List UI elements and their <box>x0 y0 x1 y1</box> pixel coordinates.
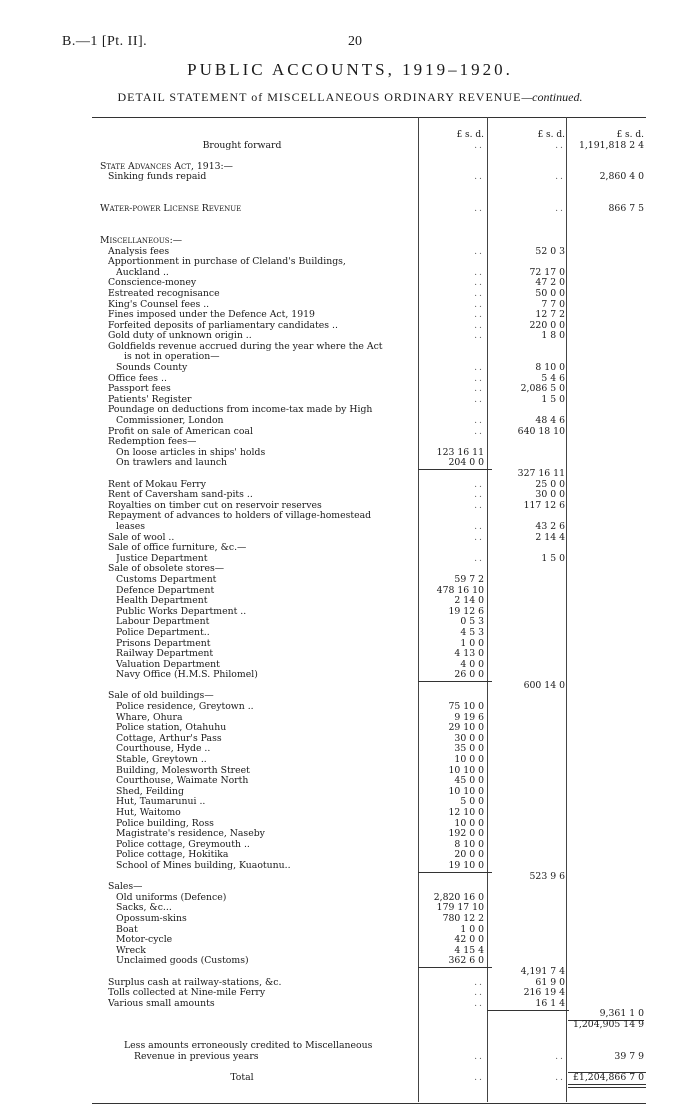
table-row <box>92 1073 646 1084</box>
amount-cell: 866 7 5 <box>608 203 644 215</box>
table-row <box>92 787 646 798</box>
table-row <box>92 861 646 872</box>
row-label: Conscience-money <box>108 278 197 289</box>
empty-amount-marker: .. <box>474 372 484 384</box>
table-row <box>92 744 646 755</box>
table-row <box>92 448 646 459</box>
amount-cell: 42 0 0 <box>454 934 484 946</box>
empty-amount-marker: .. <box>474 139 484 151</box>
amount-cell: 9 19 6 <box>454 711 484 723</box>
amount-cell: 2,820 16 0 <box>433 891 484 903</box>
currency-header: £ s. d. <box>616 130 644 140</box>
row-label: Motor-cycle <box>116 935 173 946</box>
amount-cell: 216 19 4 <box>523 987 565 999</box>
amount-cell: 29 10 0 <box>448 722 484 734</box>
amount-cell: 123 16 11 <box>436 446 484 458</box>
row-label: Analysis fees <box>108 246 170 257</box>
table-row <box>92 829 646 840</box>
empty-amount-marker: .. <box>474 478 484 490</box>
amount-cell: 9,361 1 0 <box>568 1009 644 1021</box>
table-row <box>92 469 646 480</box>
table-row <box>92 734 646 745</box>
amount-cell: 47 2 0 <box>535 277 565 289</box>
empty-amount-marker: .. <box>555 139 565 151</box>
table-row <box>92 819 646 830</box>
table-row <box>92 893 646 904</box>
row-label: Courthouse, Waimate North <box>116 776 249 787</box>
table-row <box>92 501 646 512</box>
row-label: Courthouse, Hyde .. <box>116 744 211 755</box>
empty-amount-marker: .. <box>474 203 484 215</box>
amount-cell: 12 10 0 <box>448 807 484 818</box>
empty-amount-marker: .. <box>474 287 484 299</box>
row-label: Boat <box>116 924 138 935</box>
empty-amount-marker: .. <box>474 552 484 564</box>
amount-cell: 19 10 0 <box>448 859 484 871</box>
amount-cell: 19 12 6 <box>448 605 484 617</box>
amount-cell: 2,860 4 0 <box>599 171 644 183</box>
table-row <box>92 575 646 586</box>
row-label: Sales— <box>108 882 143 893</box>
empty-amount-marker: .. <box>474 362 484 374</box>
row-label: Less amounts erroneously credited to Miscellaneous <box>124 1041 373 1052</box>
row-label: Magistrate's residence, Naseby <box>116 829 265 840</box>
table-row <box>92 882 646 893</box>
row-label: Brought forward <box>202 140 282 151</box>
amount-cell: 10 0 0 <box>454 754 484 766</box>
empty-amount-marker: .. <box>474 531 484 543</box>
row-label: Prisons Department <box>116 638 211 649</box>
row-label: Rent of Mokau Ferry <box>108 479 206 490</box>
amount-cell: 179 17 10 <box>436 902 484 914</box>
row-label: Sale of obsolete stores— <box>108 564 225 575</box>
amount-cell: 16 1 4 <box>535 997 565 1009</box>
table-row <box>92 903 646 914</box>
spacer-row <box>92 1030 646 1041</box>
row-label: leases <box>116 521 146 532</box>
empty-amount-marker: .. <box>474 489 484 501</box>
amount-cell: 72 17 0 <box>529 266 565 278</box>
amount-cell: 48 4 6 <box>535 415 565 427</box>
row-label: Valuation Department <box>116 659 220 670</box>
empty-amount-marker: .. <box>474 330 484 342</box>
table-row <box>92 331 646 342</box>
empty-amount-marker: .. <box>555 203 565 215</box>
spacer-row <box>92 225 646 236</box>
table-row <box>92 840 646 851</box>
amount-cell: 362 6 0 <box>448 955 484 967</box>
table-row <box>92 564 646 575</box>
empty-amount-marker: .. <box>474 171 484 183</box>
row-label: Auckland .. <box>116 267 169 278</box>
document-reference: B.—1 [Pt. II]. <box>62 34 148 49</box>
row-label: Police Department.. <box>116 627 210 638</box>
row-label: Forfeited deposits of parliamentary candidates .. <box>108 320 338 331</box>
row-label: Defence Department <box>116 585 215 596</box>
revenue-table <box>92 130 646 1083</box>
empty-amount-marker: .. <box>555 1050 565 1062</box>
row-label: On trawlers and launch <box>116 458 228 469</box>
amount-cell: 1 8 0 <box>541 330 565 342</box>
empty-amount-marker: .. <box>474 1071 484 1083</box>
table-row <box>92 628 646 639</box>
amount-cell: 75 10 0 <box>448 701 484 713</box>
row-label: Police building, Ross <box>116 818 214 829</box>
table-row <box>92 797 646 808</box>
row-label: Cottage, Arthur's Pass <box>116 733 222 744</box>
row-label: Goldfields revenue accrued during the year where the Act <box>108 341 383 352</box>
table-row <box>92 1052 646 1063</box>
empty-amount-marker: .. <box>474 425 484 437</box>
row-label: Commissioner, London <box>116 416 224 427</box>
amount-cell: 2 14 0 <box>454 595 484 607</box>
amount-cell: 20 0 0 <box>454 849 484 861</box>
total-double-rule <box>568 1084 646 1088</box>
empty-amount-marker: .. <box>474 277 484 289</box>
empty-amount-marker: .. <box>474 1050 484 1062</box>
table-row <box>92 766 646 777</box>
table-row <box>92 617 646 628</box>
amount-cell: 8 10 0 <box>454 838 484 850</box>
row-label: Police cottage, Greymouth .. <box>116 839 250 850</box>
table-row <box>92 755 646 766</box>
amount-cell: 1 0 0 <box>460 923 484 935</box>
amount-cell: 12 7 2 <box>535 309 565 321</box>
table-row <box>92 702 646 713</box>
table-row <box>92 649 646 660</box>
subtitle-text: DETAIL STATEMENT of MISCELLANEOUS ORDINARY REVENUE <box>117 90 522 104</box>
empty-amount-marker: .. <box>474 976 484 988</box>
table-row <box>92 554 646 565</box>
table-row <box>92 395 646 406</box>
table-row <box>92 236 646 247</box>
amount-cell: 1,204,905 14 9 <box>573 1018 644 1030</box>
amount-cell: 8 10 0 <box>535 362 565 374</box>
row-label: is not in operation— <box>124 352 220 363</box>
row-label: Railway Department <box>116 649 214 660</box>
table-row <box>92 342 646 353</box>
amount-cell: 1 0 0 <box>460 637 484 649</box>
amount-cell: 2,086 5 0 <box>520 383 565 395</box>
table-row <box>92 660 646 671</box>
amount-cell: 10 10 0 <box>448 785 484 797</box>
table-row <box>92 172 646 183</box>
amount-cell: 43 2 6 <box>535 520 565 532</box>
row-label: Public Works Department .. <box>116 606 247 617</box>
row-label: Repayment of advances to holders of village-homestead <box>108 511 372 522</box>
row-label: Health Department <box>116 596 208 607</box>
amount-cell: 50 0 0 <box>535 287 565 299</box>
table-row <box>92 289 646 300</box>
empty-amount-marker: .. <box>555 1071 565 1083</box>
empty-amount-marker: .. <box>474 987 484 999</box>
table-row <box>92 723 646 734</box>
row-label: Sale of wool .. <box>108 532 175 543</box>
row-label: Office fees .. <box>108 373 167 384</box>
row-label: Old uniforms (Defence) <box>116 892 227 903</box>
total-top-rule <box>568 1072 646 1073</box>
row-label: Sounds County <box>116 363 188 374</box>
empty-amount-marker: .. <box>555 171 565 183</box>
row-label: Revenue in previous years <box>134 1051 259 1062</box>
amount-cell: 59 7 2 <box>454 573 484 585</box>
row-label: Miscellaneous:— <box>100 235 182 246</box>
amount-cell: 10 10 0 <box>448 764 484 776</box>
table-row <box>92 596 646 607</box>
row-label: Royalties on timber cut on reservoir reserves <box>108 500 322 511</box>
amount-cell: 26 0 0 <box>454 669 484 681</box>
spacer-row <box>92 215 646 226</box>
page-number: 20 <box>348 34 362 49</box>
row-label: Sinking funds repaid <box>108 172 207 183</box>
table-row <box>92 776 646 787</box>
row-label: Justice Department <box>116 553 208 564</box>
page-subtitle <box>0 90 700 105</box>
amount-cell: 117 12 6 <box>523 499 565 511</box>
row-label: Hut, Waitomo <box>116 808 181 818</box>
amount-cell: 5 0 0 <box>460 796 484 808</box>
amount-cell: 523 9 6 <box>529 870 565 882</box>
empty-amount-marker: .. <box>474 415 484 427</box>
amount-cell: 30 0 0 <box>454 732 484 744</box>
row-label: Poundage on deductions from income-tax made by High <box>108 405 373 416</box>
amount-cell: 2 14 4 <box>535 531 565 543</box>
table-row <box>92 427 646 438</box>
amount-cell: 10 0 0 <box>454 817 484 829</box>
table-row <box>92 141 646 152</box>
row-label: Various small amounts <box>108 998 215 1009</box>
amount-cell: 327 16 11 <box>517 468 565 479</box>
row-label: Sacks, &c... <box>116 903 172 914</box>
row-label: Patients' Register <box>108 394 192 405</box>
row-label: Navy Office (H.M.S. Philomel) <box>116 670 258 681</box>
currency-header: £ s. d. <box>537 130 565 140</box>
row-label: Stable, Greytown .. <box>116 755 207 766</box>
amount-cell: 39 7 9 <box>614 1050 644 1062</box>
spacer-row <box>92 151 646 162</box>
table-row <box>92 1020 646 1031</box>
empty-amount-marker: .. <box>474 245 484 257</box>
empty-amount-marker: .. <box>474 309 484 321</box>
amount-cell: 220 0 0 <box>529 319 565 331</box>
amount-cell: £1,204,866 7 0 <box>573 1071 644 1083</box>
currency-header-row <box>92 130 646 141</box>
row-label: King's Counsel fees .. <box>108 299 210 310</box>
empty-amount-marker: .. <box>474 319 484 331</box>
row-label: Redemption fees— <box>108 437 197 448</box>
table-row <box>92 808 646 819</box>
empty-amount-marker: .. <box>474 520 484 532</box>
table-row <box>92 999 646 1010</box>
table-row <box>92 914 646 925</box>
row-label: Hut, Taumarunui .. <box>116 797 206 808</box>
amount-cell: 4 13 0 <box>454 648 484 660</box>
row-label: On loose articles in ships' holds <box>116 447 266 458</box>
amount-cell: 4 0 0 <box>460 658 484 670</box>
row-label: Fines imposed under the Defence Act, 1919 <box>108 310 315 321</box>
amount-cell: 5 4 6 <box>541 372 565 384</box>
row-label: Water-power License Revenue <box>100 204 242 215</box>
empty-amount-marker: .. <box>474 298 484 310</box>
amount-cell: 61 9 0 <box>535 976 565 988</box>
row-label: Police station, Otahuhu <box>116 723 227 734</box>
amount-cell: 1 5 0 <box>541 393 565 405</box>
amount-cell: 1,191,818 2 4 <box>578 139 644 151</box>
row-label: Total <box>230 1072 254 1083</box>
row-label: Police residence, Greytown .. <box>116 702 254 713</box>
row-label: Unclaimed goods (Customs) <box>116 956 249 967</box>
row-label: Sale of office furniture, &c.— <box>108 543 247 554</box>
empty-amount-marker: .. <box>474 393 484 405</box>
table-row <box>92 713 646 724</box>
row-label: Police cottage, Hokitika <box>116 850 229 861</box>
amount-cell: 7 7 0 <box>541 298 565 310</box>
row-label: Shed, Feilding <box>116 786 184 797</box>
currency-header: £ s. d. <box>456 130 484 140</box>
table-row <box>92 204 646 215</box>
row-label: Sale of old buildings— <box>108 691 214 702</box>
row-label: Rent of Caversham sand-pits .. <box>108 490 253 501</box>
table-row <box>92 935 646 946</box>
amount-cell: 52 0 3 <box>535 245 565 257</box>
amount-cell: 4,191 7 4 <box>520 965 565 977</box>
empty-amount-marker: .. <box>474 997 484 1009</box>
row-label: Apportionment in purchase of Cleland's Buildings, <box>108 257 346 268</box>
amount-cell: 25 0 0 <box>535 478 565 490</box>
amount-cell: 1 5 0 <box>541 552 565 564</box>
row-label: Estreated recognisance <box>108 288 220 299</box>
amount-cell: 478 16 10 <box>436 584 484 596</box>
row-label: Labour Department <box>116 617 210 628</box>
table-row <box>92 533 646 544</box>
amount-cell: 204 0 0 <box>448 457 484 469</box>
table-row <box>92 850 646 861</box>
empty-amount-marker: .. <box>474 499 484 511</box>
amount-cell: 4 5 3 <box>460 626 484 638</box>
amount-cell: 35 0 0 <box>454 743 484 755</box>
table-row <box>92 522 646 533</box>
amount-cell: 192 0 0 <box>448 828 484 840</box>
row-label: Wreck <box>116 945 146 956</box>
spacer-row <box>92 183 646 194</box>
table-row <box>92 691 646 702</box>
empty-amount-marker: .. <box>474 266 484 278</box>
table-body <box>92 141 646 1084</box>
row-label: Tolls collected at Nine-mile Ferry <box>108 988 266 999</box>
table-row <box>92 1009 646 1020</box>
table-row <box>92 607 646 618</box>
row-label: Customs Department <box>116 574 217 585</box>
row-label: Gold duty of unknown origin .. <box>108 331 252 342</box>
row-label: Building, Molesworth Street <box>116 765 250 776</box>
table-row <box>92 967 646 978</box>
row-label: Opossum-skins <box>116 913 187 924</box>
amount-cell: 45 0 0 <box>454 775 484 787</box>
page-title: PUBLIC ACCOUNTS, 1919–1920. <box>187 60 513 79</box>
amount-cell: 30 0 0 <box>535 489 565 501</box>
table-row <box>92 639 646 650</box>
row-label: State Advances Act, 1913:— <box>100 161 233 172</box>
subtitle-suffix: —continued. <box>521 90 583 104</box>
row-label: Passport fees <box>108 384 171 395</box>
row-label: Profit on sale of American coal <box>108 426 253 437</box>
row-label: Whare, Ohura <box>116 712 183 723</box>
amount-cell: 600 14 0 <box>523 679 565 691</box>
amount-cell: 0 5 3 <box>460 616 484 628</box>
amount-cell: 4 15 4 <box>454 944 484 956</box>
amount-cell: 780 12 2 <box>442 912 484 924</box>
table-row <box>92 946 646 957</box>
empty-amount-marker: .. <box>474 383 484 395</box>
table-row <box>92 437 646 448</box>
row-label: School of Mines building, Kuaotunu.. <box>116 860 291 871</box>
table-row <box>92 586 646 597</box>
row-label: Surplus cash at railway-stations, &c. <box>108 977 282 988</box>
table-row <box>92 925 646 936</box>
table-row <box>92 681 646 692</box>
table-row <box>92 872 646 883</box>
amount-cell: 640 18 10 <box>517 425 565 437</box>
table-row <box>92 247 646 258</box>
